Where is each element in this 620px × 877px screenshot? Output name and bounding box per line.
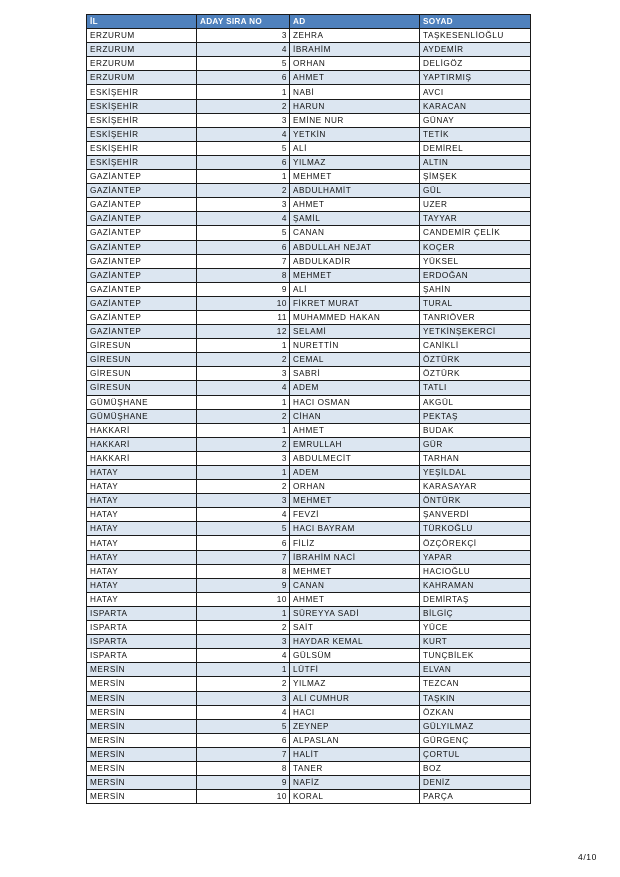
cell-first-name: ABDULMECİT [290, 451, 420, 465]
cell-order: 4 [197, 508, 290, 522]
cell-province: GİRESUN [87, 381, 197, 395]
cell-surname: YAPTIRMIŞ [420, 71, 531, 85]
table-row [87, 409, 531, 423]
cell-first-name: HAYDAR KEMAL [290, 635, 420, 649]
cell-surname: ÖZKAN [420, 705, 531, 719]
cell-surname: YETKİNŞEKERCİ [420, 325, 531, 339]
cell-surname: KARACAN [420, 99, 531, 113]
cell-order: 8 [197, 564, 290, 578]
cell-first-name: AHMET [290, 198, 420, 212]
cell-surname: TAŞKIN [420, 691, 531, 705]
table-row [87, 451, 531, 465]
cell-province: HAKKARİ [87, 423, 197, 437]
cell-first-name: CİHAN [290, 409, 420, 423]
table-row [87, 353, 531, 367]
cell-province: HATAY [87, 536, 197, 550]
page-number: 4/10 [578, 852, 597, 862]
cell-surname: ELVAN [420, 663, 531, 677]
cell-order: 6 [197, 71, 290, 85]
cell-surname: ÇORTUL [420, 747, 531, 761]
cell-surname: YAPAR [420, 550, 531, 564]
cell-first-name: HACI BAYRAM [290, 522, 420, 536]
cell-surname: TAYYAR [420, 212, 531, 226]
cell-surname: ÖZTÜRK [420, 353, 531, 367]
cell-order: 2 [197, 621, 290, 635]
cell-order: 1 [197, 339, 290, 353]
cell-order: 8 [197, 761, 290, 775]
cell-province: MERSİN [87, 776, 197, 790]
cell-province: GAZİANTEP [87, 268, 197, 282]
cell-first-name: ORHAN [290, 57, 420, 71]
cell-province: ESKİŞEHİR [87, 155, 197, 169]
cell-order: 10 [197, 296, 290, 310]
cell-surname: KOÇER [420, 240, 531, 254]
table-row [87, 282, 531, 296]
table-row [87, 367, 531, 381]
cell-first-name: ALİ [290, 141, 420, 155]
table-row [87, 536, 531, 550]
cell-order: 4 [197, 381, 290, 395]
cell-province: HATAY [87, 480, 197, 494]
cell-first-name: AHMET [290, 71, 420, 85]
cell-first-name: HACI OSMAN [290, 395, 420, 409]
cell-order: 3 [197, 494, 290, 508]
cell-province: MERSİN [87, 705, 197, 719]
cell-surname: DEMİRTAŞ [420, 592, 531, 606]
table-row [87, 508, 531, 522]
cell-order: 2 [197, 184, 290, 198]
table-row [87, 423, 531, 437]
table-row [87, 113, 531, 127]
cell-province: ISPARTA [87, 649, 197, 663]
table-row [87, 621, 531, 635]
cell-province: GÜMÜŞHANE [87, 409, 197, 423]
cell-first-name: TANER [290, 761, 420, 775]
cell-order: 3 [197, 113, 290, 127]
cell-order: 12 [197, 325, 290, 339]
cell-order: 9 [197, 282, 290, 296]
cell-surname: ŞANVERDİ [420, 508, 531, 522]
table-row [87, 705, 531, 719]
cell-surname: ÖZTÜRK [420, 367, 531, 381]
cell-surname: PEKTAŞ [420, 409, 531, 423]
cell-order: 10 [197, 592, 290, 606]
cell-first-name: ORHAN [290, 480, 420, 494]
table-row [87, 268, 531, 282]
table-row [87, 141, 531, 155]
cell-province: HAKKARİ [87, 437, 197, 451]
table-row [87, 296, 531, 310]
table-row [87, 240, 531, 254]
cell-province: MERSİN [87, 733, 197, 747]
cell-province: GİRESUN [87, 367, 197, 381]
cell-first-name: YETKİN [290, 127, 420, 141]
cell-surname: GÜRGENÇ [420, 733, 531, 747]
cell-order: 2 [197, 480, 290, 494]
table-row [87, 733, 531, 747]
cell-province: HATAY [87, 522, 197, 536]
cell-order: 5 [197, 522, 290, 536]
cell-province: ERZURUM [87, 29, 197, 43]
cell-province: GAZİANTEP [87, 198, 197, 212]
cell-order: 5 [197, 57, 290, 71]
cell-surname: AKGÜL [420, 395, 531, 409]
candidate-table [86, 14, 531, 804]
cell-province: ISPARTA [87, 621, 197, 635]
cell-first-name: CEMAL [290, 353, 420, 367]
cell-province: GİRESUN [87, 339, 197, 353]
cell-province: GAZİANTEP [87, 282, 197, 296]
cell-first-name: YILMAZ [290, 155, 420, 169]
cell-first-name: ŞAMİL [290, 212, 420, 226]
cell-surname: TETİK [420, 127, 531, 141]
cell-first-name: FİLİZ [290, 536, 420, 550]
cell-province: MERSİN [87, 790, 197, 804]
cell-surname: ÖNTÜRK [420, 494, 531, 508]
cell-province: HATAY [87, 508, 197, 522]
cell-surname: ÖZÇÖREKÇİ [420, 536, 531, 550]
table-body [87, 29, 531, 804]
cell-surname: GÜL [420, 184, 531, 198]
table-row [87, 437, 531, 451]
table-row [87, 71, 531, 85]
cell-province: ERZURUM [87, 57, 197, 71]
table-row [87, 649, 531, 663]
table-row [87, 85, 531, 99]
cell-first-name: SAİT [290, 621, 420, 635]
cell-surname: BUDAK [420, 423, 531, 437]
cell-first-name: ALPASLAN [290, 733, 420, 747]
cell-first-name: NAFİZ [290, 776, 420, 790]
cell-first-name: NURETTİN [290, 339, 420, 353]
table-row [87, 747, 531, 761]
cell-order: 4 [197, 43, 290, 57]
cell-first-name: KORAL [290, 790, 420, 804]
cell-order: 1 [197, 170, 290, 184]
table-row [87, 466, 531, 480]
cell-surname: TURAL [420, 296, 531, 310]
table-row [87, 57, 531, 71]
table-row [87, 635, 531, 649]
cell-province: MERSİN [87, 719, 197, 733]
cell-province: ISPARTA [87, 606, 197, 620]
cell-order: 9 [197, 578, 290, 592]
cell-first-name: İBRAHİM NACİ [290, 550, 420, 564]
cell-order: 3 [197, 29, 290, 43]
cell-first-name: HACI [290, 705, 420, 719]
cell-province: GAZİANTEP [87, 212, 197, 226]
cell-order: 6 [197, 536, 290, 550]
table-header-row [87, 15, 531, 29]
cell-order: 6 [197, 240, 290, 254]
cell-first-name: ABDULLAH NEJAT [290, 240, 420, 254]
cell-first-name: AHMET [290, 592, 420, 606]
table-row [87, 480, 531, 494]
cell-first-name: İBRAHİM [290, 43, 420, 57]
cell-surname: BİLGİÇ [420, 606, 531, 620]
table-row [87, 522, 531, 536]
cell-province: ERZURUM [87, 43, 197, 57]
table-row [87, 339, 531, 353]
cell-province: GAZİANTEP [87, 184, 197, 198]
table-row [87, 170, 531, 184]
table-row [87, 212, 531, 226]
cell-order: 1 [197, 466, 290, 480]
cell-province: MERSİN [87, 663, 197, 677]
cell-first-name: MUHAMMED HAKAN [290, 310, 420, 324]
cell-surname: TÜRKOĞLU [420, 522, 531, 536]
cell-surname: ERDOĞAN [420, 268, 531, 282]
table-row [87, 761, 531, 775]
cell-order: 5 [197, 719, 290, 733]
cell-first-name: EMRULLAH [290, 437, 420, 451]
table-row [87, 606, 531, 620]
table-row [87, 578, 531, 592]
cell-province: GAZİANTEP [87, 310, 197, 324]
cell-province: ESKİŞEHİR [87, 127, 197, 141]
cell-province: HATAY [87, 550, 197, 564]
cell-province: MERSİN [87, 691, 197, 705]
cell-province: HATAY [87, 494, 197, 508]
cell-first-name: ALİ CUMHUR [290, 691, 420, 705]
table-row [87, 43, 531, 57]
cell-order: 5 [197, 226, 290, 240]
cell-province: MERSİN [87, 677, 197, 691]
cell-surname: DENİZ [420, 776, 531, 790]
cell-order: 1 [197, 423, 290, 437]
cell-province: GAZİANTEP [87, 170, 197, 184]
cell-order: 2 [197, 353, 290, 367]
cell-province: HATAY [87, 564, 197, 578]
cell-first-name: NABİ [290, 85, 420, 99]
table-row [87, 254, 531, 268]
cell-province: GİRESUN [87, 353, 197, 367]
cell-order: 6 [197, 733, 290, 747]
table-row [87, 776, 531, 790]
cell-first-name: ZEYNEP [290, 719, 420, 733]
cell-first-name: ALİ [290, 282, 420, 296]
cell-first-name: MEHMET [290, 564, 420, 578]
cell-order: 3 [197, 635, 290, 649]
cell-order: 7 [197, 747, 290, 761]
cell-order: 1 [197, 85, 290, 99]
cell-province: ESKİŞEHİR [87, 141, 197, 155]
cell-surname: YÜKSEL [420, 254, 531, 268]
cell-surname: TANRIÖVER [420, 310, 531, 324]
cell-province: GAZİANTEP [87, 296, 197, 310]
header-candidate-order: ADAY SIRA NO [197, 15, 290, 29]
table-row [87, 310, 531, 324]
cell-province: GAZİANTEP [87, 226, 197, 240]
cell-first-name: MEHMET [290, 494, 420, 508]
cell-surname: GÜNAY [420, 113, 531, 127]
cell-surname: KURT [420, 635, 531, 649]
cell-order: 2 [197, 437, 290, 451]
cell-surname: KARASAYAR [420, 480, 531, 494]
cell-surname: TEZCAN [420, 677, 531, 691]
cell-order: 3 [197, 198, 290, 212]
cell-surname: AVCI [420, 85, 531, 99]
cell-province: MERSİN [87, 761, 197, 775]
table-row [87, 719, 531, 733]
cell-first-name: LÜTFİ [290, 663, 420, 677]
cell-first-name: FİKRET MURAT [290, 296, 420, 310]
cell-order: 3 [197, 367, 290, 381]
cell-surname: GÜR [420, 437, 531, 451]
cell-first-name: ABDULHAMİT [290, 184, 420, 198]
cell-province: ESKİŞEHİR [87, 99, 197, 113]
cell-surname: UZER [420, 198, 531, 212]
table-row [87, 127, 531, 141]
cell-first-name: SÜREYYA SADİ [290, 606, 420, 620]
table-row [87, 99, 531, 113]
cell-province: GÜMÜŞHANE [87, 395, 197, 409]
header-province: İL [87, 15, 197, 29]
cell-order: 8 [197, 268, 290, 282]
table-row [87, 226, 531, 240]
cell-first-name: FEVZİ [290, 508, 420, 522]
table-row [87, 564, 531, 578]
header-first-name: AD [290, 15, 420, 29]
cell-order: 1 [197, 606, 290, 620]
cell-province: ESKİŞEHİR [87, 113, 197, 127]
cell-first-name: CANAN [290, 578, 420, 592]
cell-order: 2 [197, 409, 290, 423]
cell-surname: TUNÇBİLEK [420, 649, 531, 663]
cell-province: ISPARTA [87, 635, 197, 649]
cell-province: GAZİANTEP [87, 325, 197, 339]
table-row [87, 29, 531, 43]
cell-order: 2 [197, 677, 290, 691]
cell-surname: AYDEMİR [420, 43, 531, 57]
cell-order: 5 [197, 141, 290, 155]
table-row [87, 592, 531, 606]
cell-first-name: CANAN [290, 226, 420, 240]
cell-order: 1 [197, 663, 290, 677]
cell-order: 7 [197, 550, 290, 564]
table-row [87, 550, 531, 564]
cell-first-name: SABRİ [290, 367, 420, 381]
cell-order: 4 [197, 212, 290, 226]
cell-surname: PARÇA [420, 790, 531, 804]
cell-first-name: HARUN [290, 99, 420, 113]
cell-province: HATAY [87, 592, 197, 606]
cell-surname: DEMİREL [420, 141, 531, 155]
header-surname: SOYAD [420, 15, 531, 29]
cell-province: ERZURUM [87, 71, 197, 85]
table-row [87, 395, 531, 409]
cell-order: 4 [197, 705, 290, 719]
cell-first-name: GÜLSÜM [290, 649, 420, 663]
cell-surname: ŞİMŞEK [420, 170, 531, 184]
table-row [87, 155, 531, 169]
cell-order: 7 [197, 254, 290, 268]
cell-order: 3 [197, 691, 290, 705]
cell-surname: ALTIN [420, 155, 531, 169]
cell-first-name: ABDULKADİR [290, 254, 420, 268]
cell-surname: KAHRAMAN [420, 578, 531, 592]
cell-surname: GÜLYILMAZ [420, 719, 531, 733]
cell-surname: TAŞKESENLİOĞLU [420, 29, 531, 43]
cell-first-name: EMİNE NUR [290, 113, 420, 127]
cell-first-name: ADEM [290, 381, 420, 395]
table-row [87, 691, 531, 705]
cell-first-name: YILMAZ [290, 677, 420, 691]
cell-surname: YÜCE [420, 621, 531, 635]
cell-first-name: AHMET [290, 423, 420, 437]
table-row [87, 325, 531, 339]
cell-province: ESKİŞEHİR [87, 85, 197, 99]
cell-surname: DELİGÖZ [420, 57, 531, 71]
cell-order: 11 [197, 310, 290, 324]
cell-first-name: SELAMİ [290, 325, 420, 339]
table-row [87, 494, 531, 508]
cell-order: 6 [197, 155, 290, 169]
cell-order: 2 [197, 99, 290, 113]
cell-surname: CANİKLİ [420, 339, 531, 353]
table-row [87, 663, 531, 677]
cell-province: HATAY [87, 578, 197, 592]
cell-surname: TARHAN [420, 451, 531, 465]
cell-first-name: MEHMET [290, 268, 420, 282]
table-row [87, 790, 531, 804]
cell-surname: HACIOĞLU [420, 564, 531, 578]
cell-first-name: HALİT [290, 747, 420, 761]
cell-order: 3 [197, 451, 290, 465]
cell-order: 10 [197, 790, 290, 804]
cell-order: 1 [197, 395, 290, 409]
cell-province: GAZİANTEP [87, 254, 197, 268]
cell-order: 9 [197, 776, 290, 790]
cell-first-name: ZEHRA [290, 29, 420, 43]
cell-surname: BOZ [420, 761, 531, 775]
table-row [87, 381, 531, 395]
cell-first-name: ADEM [290, 466, 420, 480]
table-row [87, 198, 531, 212]
cell-order: 4 [197, 127, 290, 141]
table-row [87, 677, 531, 691]
table-row [87, 184, 531, 198]
cell-province: GAZİANTEP [87, 240, 197, 254]
cell-province: HAKKARİ [87, 451, 197, 465]
cell-surname: CANDEMİR ÇELİK [420, 226, 531, 240]
cell-first-name: MEHMET [290, 170, 420, 184]
cell-province: HATAY [87, 466, 197, 480]
cell-surname: ŞAHİN [420, 282, 531, 296]
cell-order: 4 [197, 649, 290, 663]
cell-surname: TATLI [420, 381, 531, 395]
cell-surname: YEŞİLDAL [420, 466, 531, 480]
cell-province: MERSİN [87, 747, 197, 761]
